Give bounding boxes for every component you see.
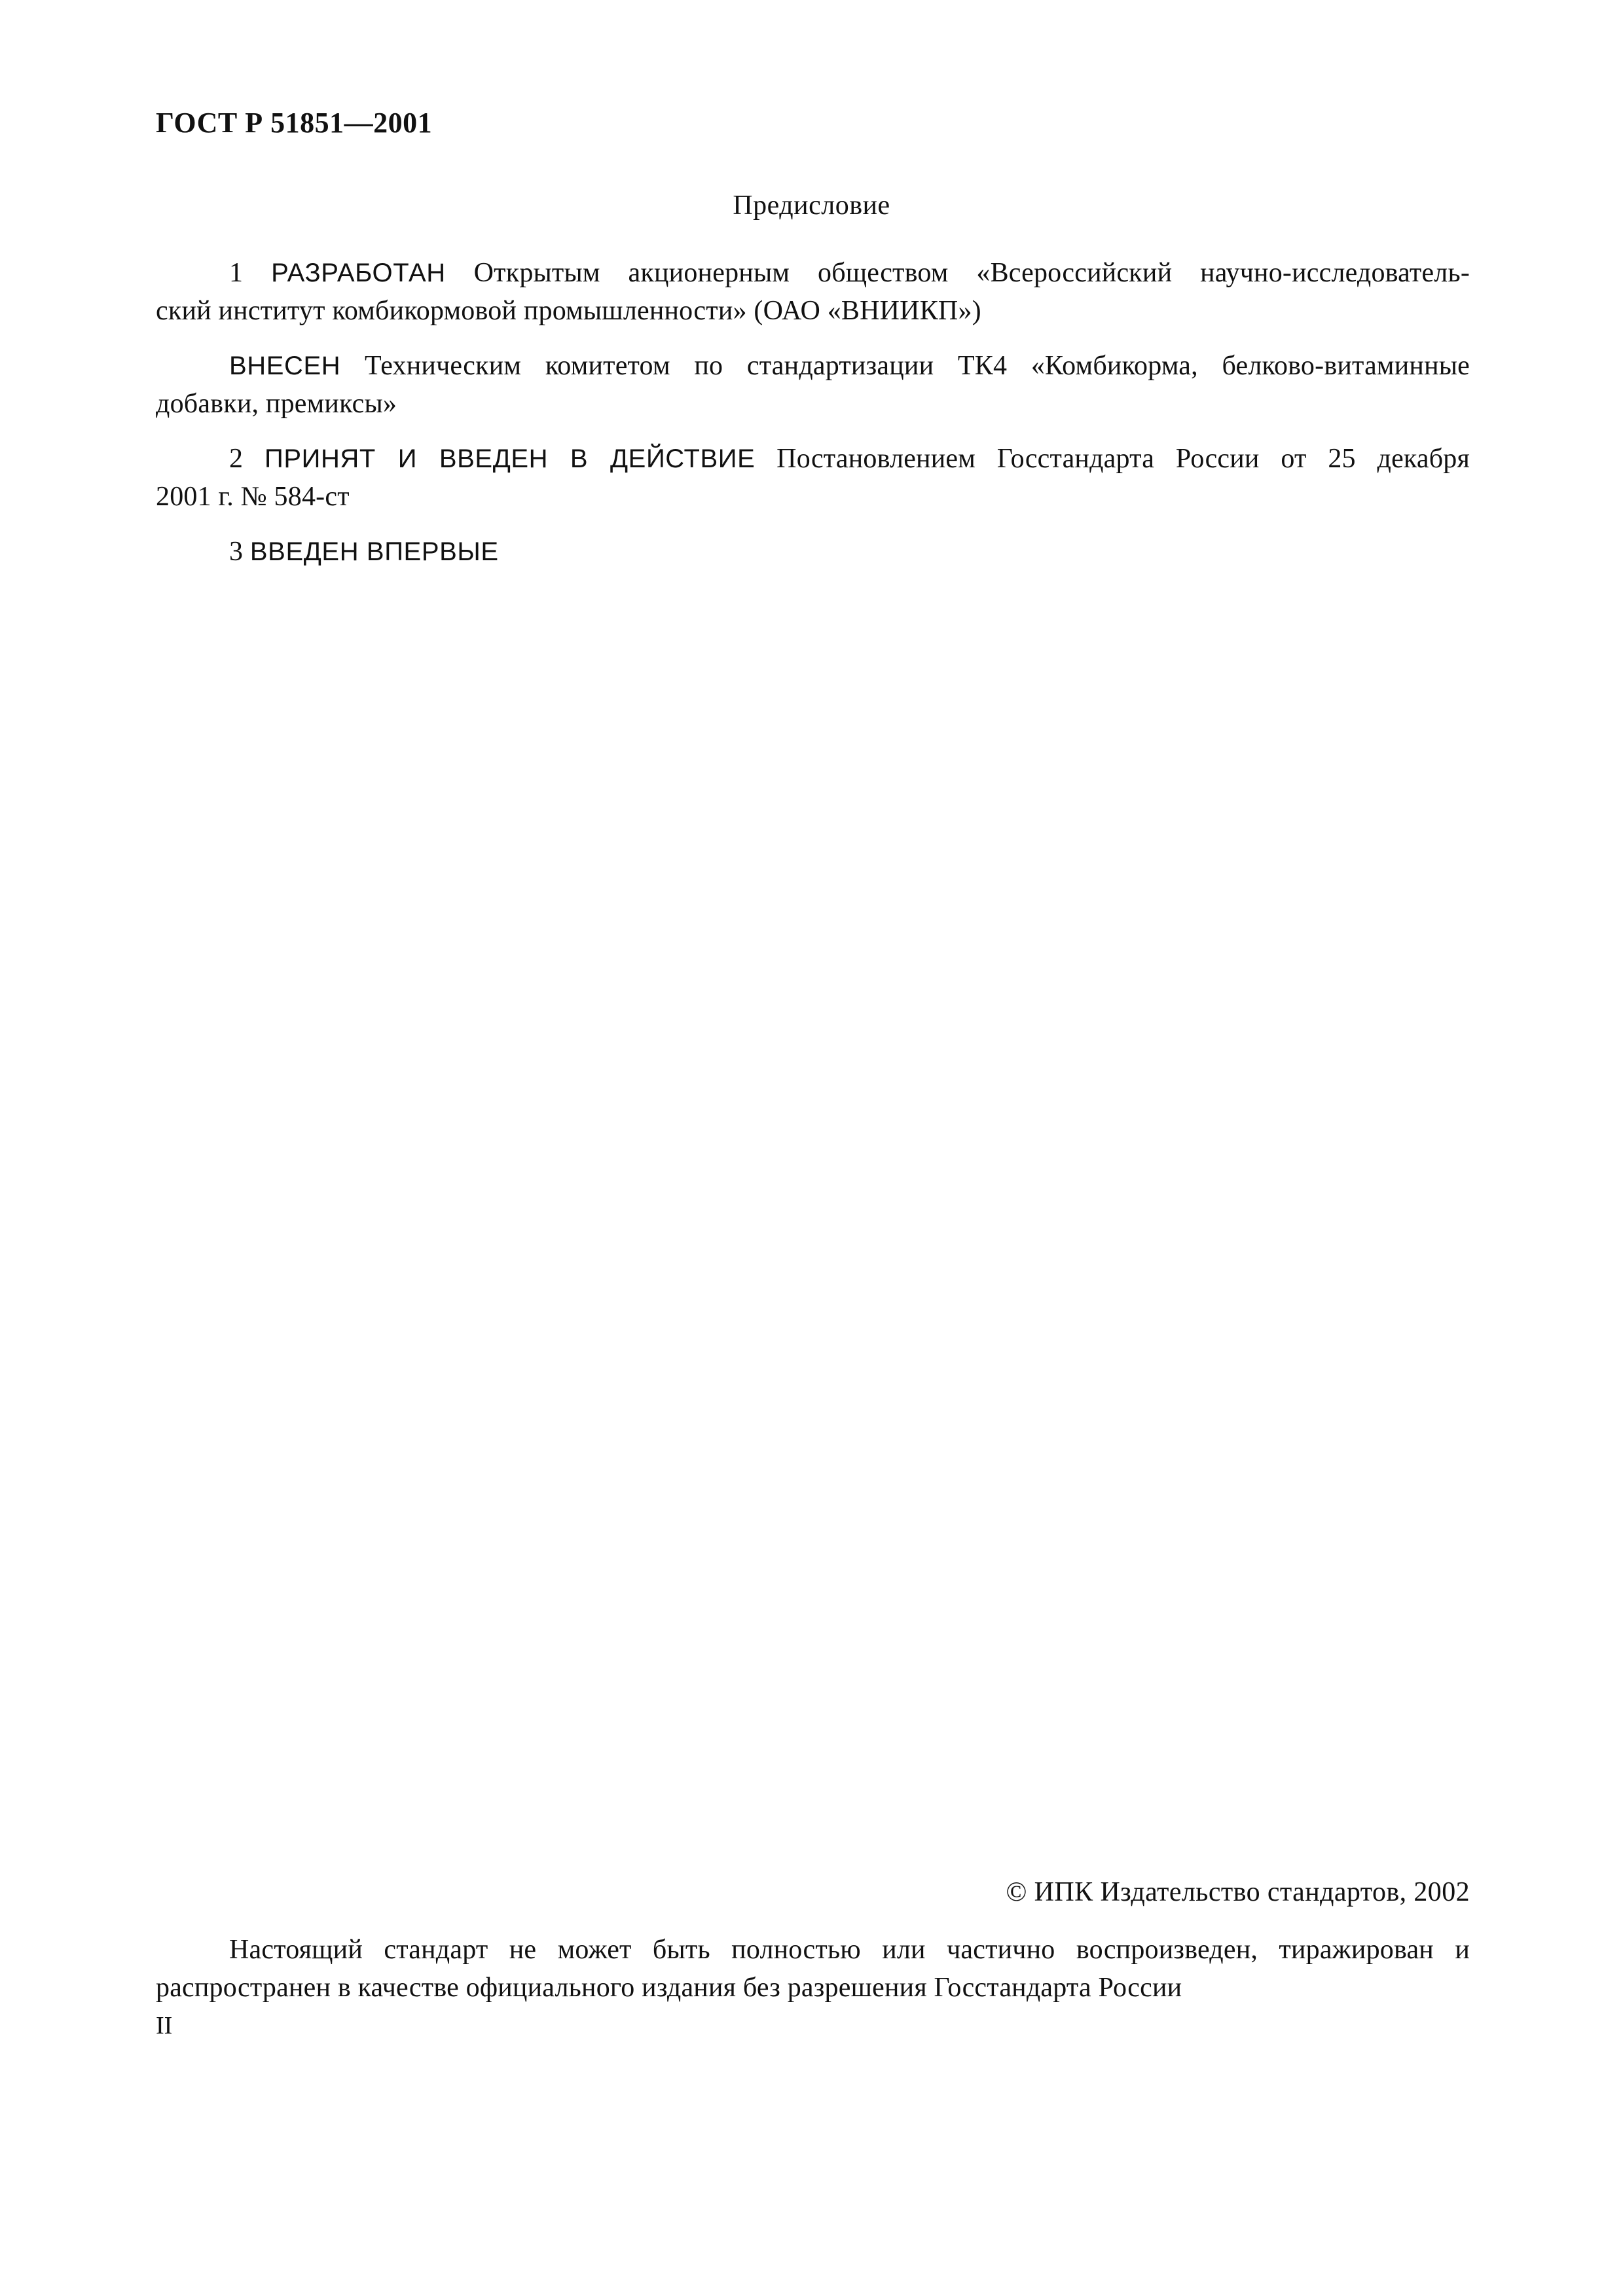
item-number: 2 [229,444,244,474]
foreword-title: Предисловие [733,190,890,221]
item-number: 3 [229,537,244,567]
item-text: Открытым акционерным обществом «Всероссийский научно-исследователь- [473,258,1470,288]
item-text: Постановлением Госстандарта России от 25 декабря [776,444,1470,474]
foreword-item-adopted-line-2: 2001 г. № 584-ст [156,482,350,512]
foreword-item-submitted [156,347,1470,423]
item-label: РАЗРАБОТАН [271,259,446,287]
foreword-item-submitted-line-2: добавки, премиксы» [156,389,397,419]
copyright-notice: © ИПК Издательство стандартов, 2002 [1006,1877,1470,1907]
item-text: Техническим комитетом по стандартизации ТК4 «Комбикорма, белково-витаминные [364,351,1470,381]
reproduction-notice [156,1931,1470,2007]
reproduction-notice-line-2: распространен в качестве официального издания без разрешения Госстандарта России [156,1973,1182,2003]
item-label: ПРИНЯТ И ВВЕДЕН В ДЕЙСТВИЕ [264,444,756,473]
foreword-item-first-introduced [156,533,1470,571]
document-code: ГОСТ Р 51851—2001 [156,107,433,139]
foreword-item-developed-line-1 [156,254,1470,292]
foreword-item-adopted-line-1 [156,440,1470,478]
foreword-item-submitted-line-1 [156,347,1470,385]
item-label: ВВЕДЕН ВПЕРВЫЕ [249,537,499,566]
reproduction-notice-line-1: Настоящий стандарт не может быть полностью или частично воспроизведен, тиражирован и [229,1935,1470,1965]
foreword-item-first-introduced-line-1 [156,533,1470,571]
item-number: 1 [229,258,244,288]
foreword-item-developed-line-2: ский институт комбикормовой промышленности» (ОАО «ВНИИКП») [156,296,981,326]
foreword-item-developed [156,254,1470,330]
item-label: ВНЕСЕН [229,351,341,380]
page-number: II [156,2012,173,2039]
foreword-item-adopted [156,440,1470,516]
